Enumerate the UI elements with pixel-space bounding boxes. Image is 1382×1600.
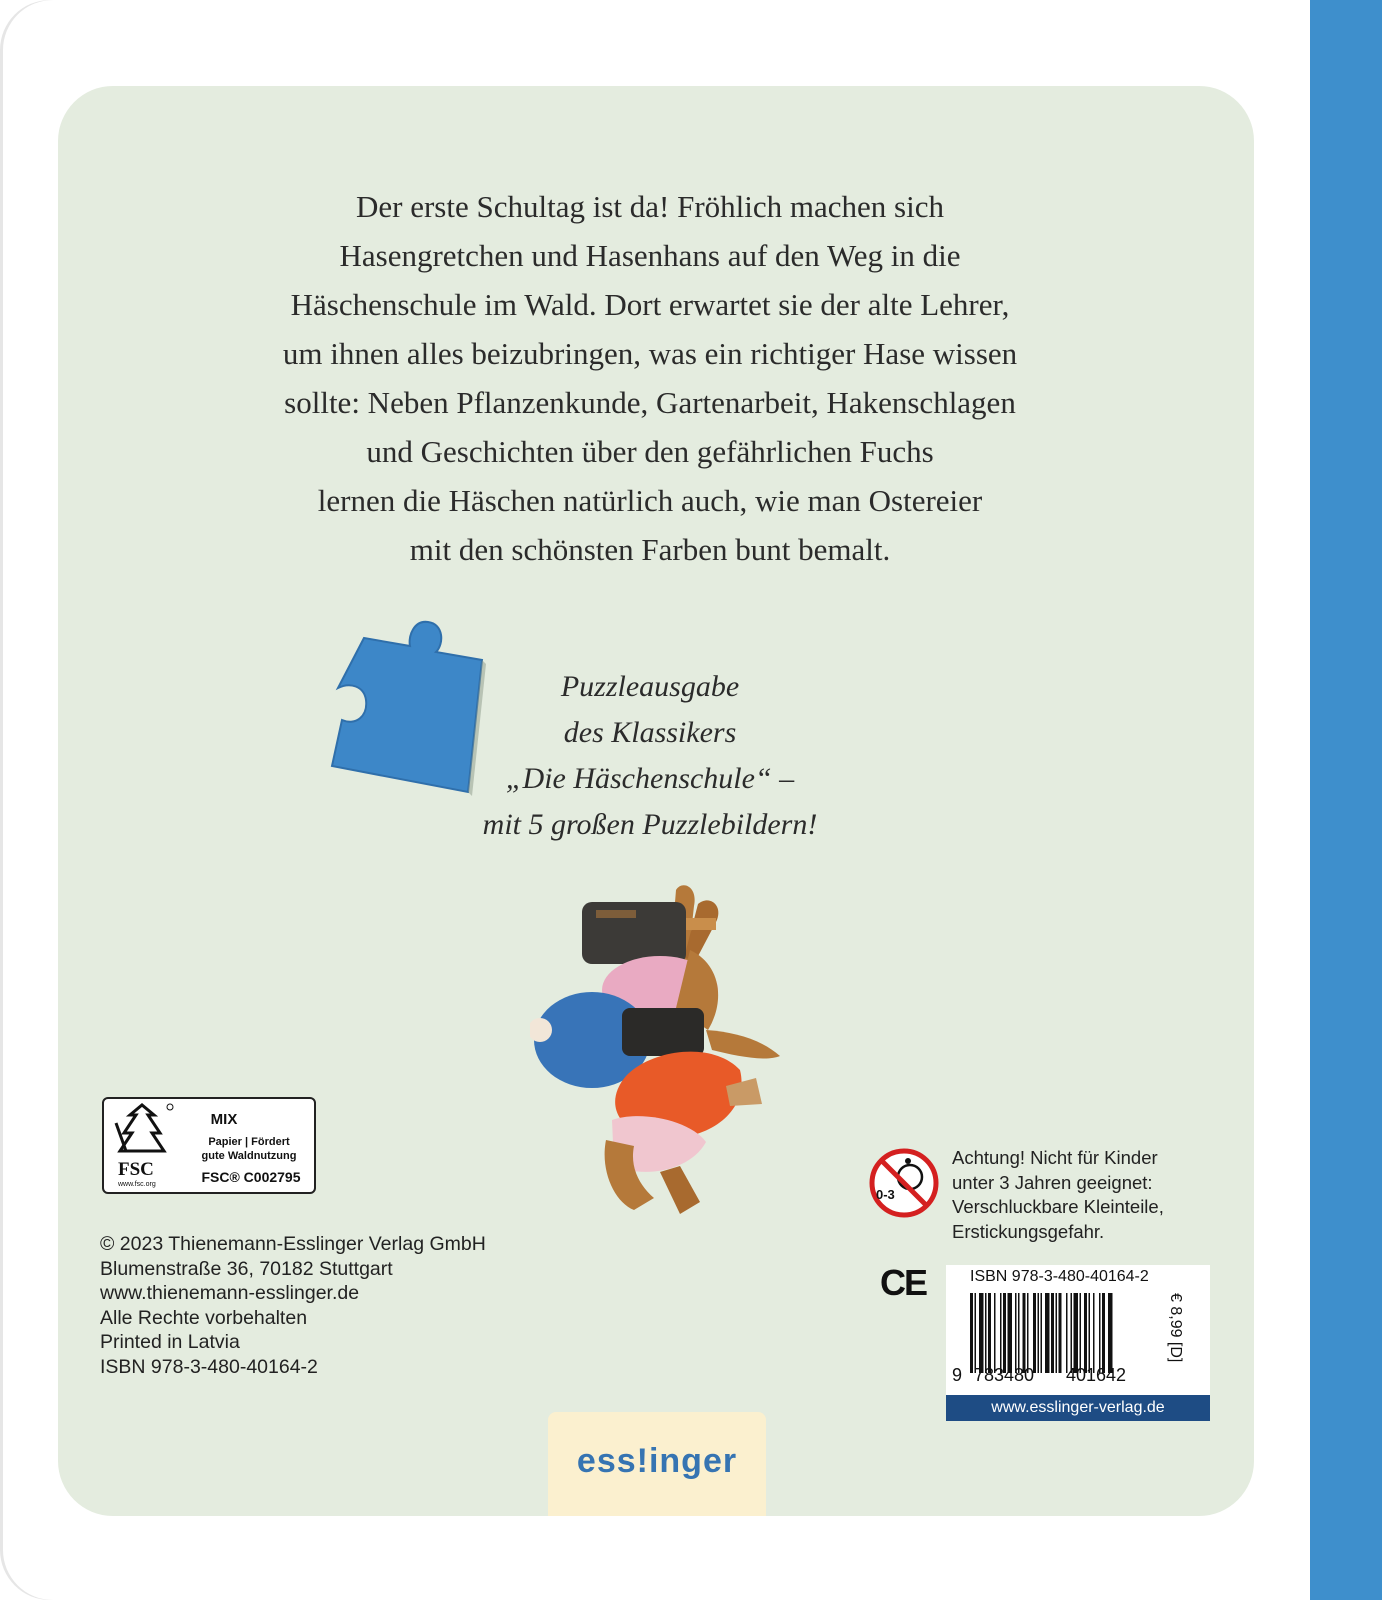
fsc-tree-icon — [112, 1103, 174, 1159]
barcode-bar — [970, 1293, 973, 1373]
barcode-bar — [1084, 1293, 1087, 1373]
barcode-bar — [979, 1293, 984, 1373]
fsc-description — [186, 1135, 312, 1163]
barcode-bar — [1051, 1293, 1054, 1373]
barcode-bar — [1038, 1293, 1040, 1373]
barcode-bar — [1027, 1293, 1029, 1373]
barcode-bar — [988, 1293, 991, 1373]
barcode-bar — [1056, 1293, 1058, 1373]
imprint-line: Alle Rechte vorbehalten — [100, 1306, 308, 1329]
imprint-line: www.thienemann-esslinger.de — [100, 1282, 360, 1304]
imprint-line: Blumenstraße 36, 70182 Stuttgart — [100, 1257, 393, 1280]
imprint-line: Printed in Latvia — [100, 1331, 240, 1353]
publisher-logo: ess!inger — [576, 1442, 738, 1480]
tagline-line: des Klassikers — [563, 716, 737, 749]
barcode-bar — [1074, 1293, 1079, 1373]
price-label: € 8,99 [D] — [1167, 1293, 1184, 1363]
barcode-bar — [1000, 1293, 1002, 1373]
barcode-bar — [1033, 1293, 1036, 1373]
barcode-bar — [1018, 1293, 1020, 1373]
publisher-website-link[interactable]: www.esslinger-verlag.de — [946, 1395, 1210, 1421]
barcode-bar — [1099, 1293, 1101, 1373]
fsc-mix: MIX — [210, 1111, 238, 1128]
warning-line: Erstickungsgefahr. — [952, 1220, 1105, 1242]
book-description: Der erste Schultag ist da! Fröhlich machen sich Hasengretchen und Hasenhans auf den Weg in die Häschenschule im Wald. Dort erwartet sie der alte Lehrer, um ihnen alles beizubringen, was ein richtiger Hase wissen sollte: Neben Pflanzenkunde, Gartenarbeit, Hakenschlagen und Geschichten über den gefährlichen Fuchs lernen die Häschen natürlich auch, wie man Ostereier mit den schönsten Farben bunt bemalt. — [282, 189, 1018, 567]
warning-line: Achtung! Nicht für Kinder — [952, 1147, 1158, 1168]
ce-mark: CE — [880, 1262, 927, 1303]
barcode-bar — [1108, 1293, 1113, 1373]
barcode-bar — [1041, 1293, 1043, 1373]
warning-line: unter 3 Jahren geeignet: — [952, 1171, 1153, 1193]
imprint-line: ISBN 978-3-480-40164-2 — [100, 1355, 318, 1378]
age-label: 0-3 — [876, 1187, 895, 1202]
imprint-line: © 2023 Thienemann-Esslinger Verlag GmbH — [100, 1233, 486, 1255]
tagline-line: „Die Häschenschule“ – — [505, 762, 795, 795]
tagline — [400, 664, 900, 848]
barcode-first-digit: 9 — [952, 1365, 963, 1385]
barcode-bar — [1059, 1293, 1062, 1373]
warning-line: Verschluckbare Kleinteile, — [952, 1196, 1164, 1217]
publisher-imprint — [100, 1232, 486, 1379]
barcode-bar — [1066, 1293, 1068, 1373]
barcode-right-digits: 401642 — [1066, 1365, 1127, 1385]
barcode-bar — [1008, 1293, 1013, 1373]
barcode-bar — [1071, 1293, 1073, 1373]
tagline-line: Puzzleausgabe — [560, 670, 740, 703]
age-warning-icon — [868, 1147, 940, 1219]
barcode-bar — [1045, 1293, 1050, 1373]
fsc-website: www.fsc.org — [118, 1181, 156, 1188]
barcode-bar — [994, 1293, 996, 1373]
barcode-bar — [1093, 1293, 1095, 1373]
barcode-bar — [1089, 1293, 1091, 1373]
barcode-bar — [1023, 1293, 1026, 1373]
barcode-bar — [1102, 1293, 1105, 1373]
barcode-left-digits: 783480 — [974, 1365, 1035, 1385]
fsc-certification-label — [102, 1097, 316, 1194]
fsc-code: FSC® C002795 — [201, 1169, 301, 1185]
fsc-letters: FSC — [118, 1159, 154, 1180]
book-spine — [1310, 0, 1382, 1600]
fsc-description-line: gute Waldnutzung — [201, 1150, 297, 1162]
barcode-isbn: ISBN 978-3-480-40164-2 — [970, 1268, 1149, 1285]
safety-warning — [952, 1146, 1164, 1244]
barcode-label — [946, 1265, 1210, 1421]
fsc-description-line: Papier | Fördert — [208, 1136, 290, 1148]
bunny-illustration — [530, 880, 810, 1230]
tagline-line: mit 5 großen Puzzlebildern! — [482, 808, 818, 841]
barcode-bar — [1015, 1293, 1017, 1373]
barcode-bar — [1080, 1293, 1082, 1373]
barcode-bars — [970, 1293, 1154, 1373]
barcode-bar — [985, 1293, 987, 1373]
barcode-bar — [975, 1293, 977, 1373]
barcode-bar — [1003, 1293, 1006, 1373]
publisher-logo-tab — [548, 1412, 766, 1516]
